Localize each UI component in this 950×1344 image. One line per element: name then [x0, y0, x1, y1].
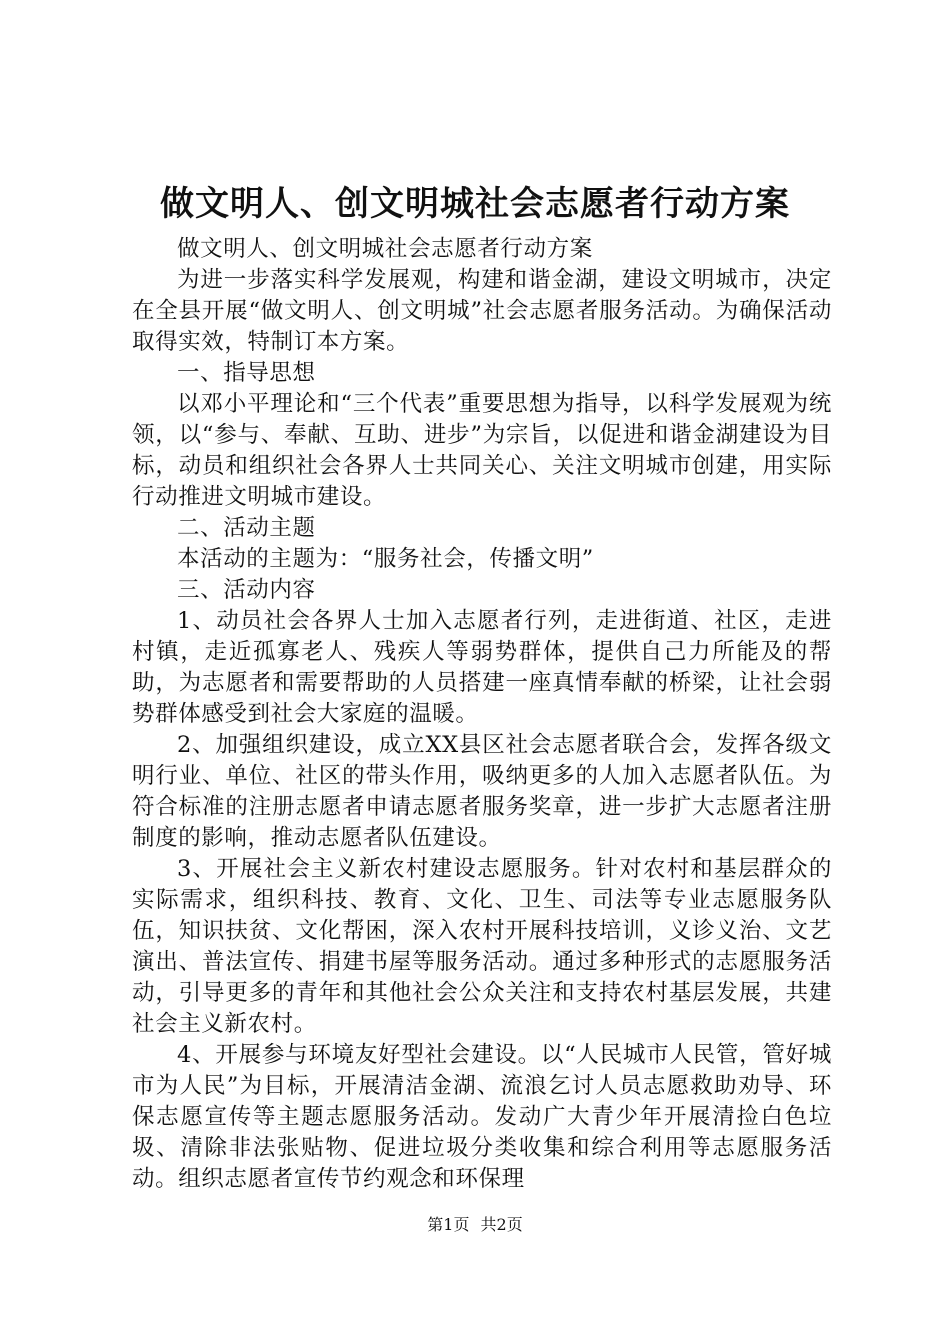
section-heading: 三、活动内容	[177, 577, 316, 603]
body-paragraph: 1、动员社会各界人士加入志愿者行列，走进街道、社区，走进村镇，走近孤寡老人、残疾人等弱势群体，提供自己力所能及的帮助，为志愿者和需要帮助的人员搭建一座真情奉献的桥梁，让社会弱势群体感受到社会大家庭的温暖。	[132, 608, 832, 727]
page-number: 第1页	[427, 1215, 470, 1234]
body-paragraph: 3、开展社会主义新农村建设志愿服务。针对农村和基层群众的实际需求，组织科技、教育、文化、卫生、司法等专业志愿服务队伍，知识扶贫、文化帮困，深入农村开展科技培训，义诊义治、文艺演出、普法宣传、捐建书屋等服务活动。通过多种形式的志愿服务活动，引导更多的青年和其他社会公众关注和支持农村基层发展，共建社会主义新农村。	[132, 856, 832, 1037]
body-paragraph: 做文明人、创文明城社会志愿者行动方案	[177, 236, 593, 262]
body-paragraph: 2、加强组织建设，成立XX县区社会志愿者联合会，发挥各级文明行业、单位、社区的带头作用，吸纳更多的人加入志愿者队伍。为符合标准的注册志愿者申请志愿者服务奖章，进一步扩大志愿者注册制度的影响，推动志愿者队伍建设。	[132, 732, 832, 851]
page-total: 共2页	[480, 1215, 523, 1234]
body-paragraph: 本活动的主题为：“服务社会，传播文明”	[177, 546, 594, 572]
section-heading: 一、指导思想	[177, 360, 316, 386]
body-paragraph: 以邓小平理论和“三个代表”重要思想为指导，以科学发展观为统领，以“参与、奉献、互助、进步”为宗旨，以促进和谐金湖建设为目标，动员和组织社会各界人士共同关心、关注文明城市创建，用实际行动推进文明城市建设。	[132, 391, 832, 510]
document-title: 做文明人、创文明城社会志愿者行动方案	[160, 184, 790, 224]
page-footer	[0, 1214, 950, 1236]
body-paragraph: 为进一步落实科学发展观，构建和谐金湖，建设文明城市，决定在全县开展“做文明人、创文明城”社会志愿者服务活动。为确保活动取得实效，特制订本方案。	[132, 267, 832, 355]
section-heading: 二、活动主题	[177, 515, 316, 541]
document-body	[132, 234, 832, 1195]
body-paragraph: 4、开展参与环境友好型社会建设。以“人民城市人民管，管好城市为人民”为目标，开展清洁金湖、流浪乞讨人员志愿救助劝导、环保志愿宣传等主题志愿服务活动。发动广大青少年开展清捡白色垃圾、清除非法张贴物、促进垃圾分类收集和综合利用等志愿服务活动。组织志愿者宣传节约观念和环保理	[132, 1042, 832, 1192]
